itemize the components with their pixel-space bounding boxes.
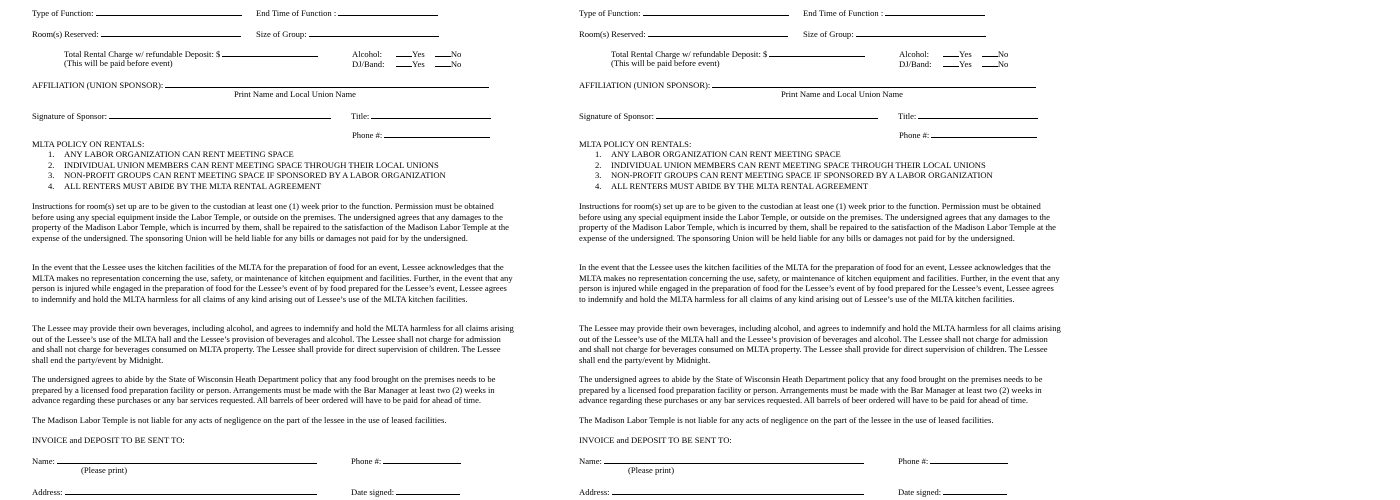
- sponsor-phone-field[interactable]: Phone #:: [899, 129, 1037, 141]
- kitchen-paragraph: In the event that the Lessee uses the kitchen facilities of the MLTA for the preparation of food for an event, Lessee acknowledges that the MLTA makes no representation concerning the use, safety, or maintenance of kitchen equipment and facilities. Further, in the event that any person is injured while engaged in the preparation of food for the Lessee’s event of by food prepared for the Lessee’s event, Lessee agrees to indemnify and hold the MLTA harmless for all claims of any kind arising out of Lessee’s use of the MLTA kitchen facilities.: [579, 262, 1060, 304]
- policy-list: [595, 149, 993, 191]
- invoice-phone-field[interactable]: Phone #:: [898, 455, 1008, 467]
- type-of-function-field[interactable]: Type of Function:: [32, 7, 242, 19]
- invoice-heading: INVOICE and DEPOSIT TO BE SENT TO:: [579, 435, 732, 445]
- policy-item: 2. INDIVIDUAL UNION MEMBERS CAN RENT MEETING SPACE THROUGH THEIR LOCAL UNIONS: [48, 159, 439, 170]
- policy-item: 2. INDIVIDUAL UNION MEMBERS CAN RENT MEETING SPACE THROUGH THEIR LOCAL UNIONS: [595, 159, 986, 170]
- sponsor-phone-field[interactable]: Phone #:: [352, 129, 490, 141]
- policy-item: 3. NON-PROFIT GROUPS CAN RENT MEETING SPACE IF SPONSORED BY A LABOR ORGANIZATION: [595, 170, 993, 181]
- invoice-address-field[interactable]: Address:: [579, 486, 864, 498]
- affiliation-field[interactable]: AFFILIATION (UNION SPONSOR):: [579, 79, 1036, 91]
- rooms-reserved-field[interactable]: Room(s) Reserved:: [579, 28, 788, 40]
- date-signed-field[interactable]: Date signed:: [898, 486, 1007, 498]
- policy-item: 4. ALL RENTERS MUST ABIDE BY THE MLTA RENTAL AGREEMENT: [48, 180, 322, 191]
- total-rental-field[interactable]: Total Rental Charge w/ refundable Deposit: $: [64, 48, 318, 60]
- title-field[interactable]: Title:: [351, 110, 491, 122]
- policy-item: 3. NON-PROFIT GROUPS CAN RENT MEETING SPACE IF SPONSORED BY A LABOR ORGANIZATION: [48, 170, 446, 181]
- print-name-caption: Print Name and Local Union Name: [234, 89, 356, 99]
- invoice-name-field[interactable]: Name:: [579, 455, 864, 467]
- size-of-group-field[interactable]: Size of Group:: [256, 28, 439, 40]
- invoice-heading: INVOICE and DEPOSIT TO BE SENT TO:: [32, 435, 185, 445]
- signature-sponsor-field[interactable]: Signature of Sponsor:: [579, 110, 878, 122]
- health-paragraph: The undersigned agrees to abide by the State of Wisconsin Heath Department policy that any food brought on the premises needs to be prepared by a licensed food preparation facility or person. Arrangements must be made with the Bar Manager at least two (2) weeks in advance regarding these purchases or any bar services requested. All barrels of beer ordered will have to be paid for ahead of time.: [579, 374, 1043, 406]
- policy-item: 1. ANY LABOR ORGANIZATION CAN RENT MEETING SPACE: [48, 149, 294, 159]
- paid-before-note: (This will be paid before event): [64, 58, 173, 68]
- policy-heading: MLTA POLICY ON RENTALS:: [579, 139, 692, 149]
- setup-paragraph: Instructions for room(s) set up are to be given to the custodian at least one (1) week prior to the function. Permission must be obtained before using any special equipment inside the Labor Temple, or outside on the premises. The undersigned agrees that any damages to the property of the Madison Labor Temple, which is incurred by them, shall be repaired to the satisfaction of the Madison Labor Temple at the expense of the undersigned. The sponsoring Union will be held liable for any bills or damages not paid for by the undersigned.: [579, 201, 1056, 243]
- end-time-field[interactable]: End Time of Function :: [803, 7, 985, 19]
- title-field[interactable]: Title:: [898, 110, 1038, 122]
- total-rental-field[interactable]: Total Rental Charge w/ refundable Deposit: $: [611, 48, 865, 60]
- form-copy-left: [32, 0, 532, 500]
- health-paragraph: The undersigned agrees to abide by the State of Wisconsin Heath Department policy that any food brought on the premises needs to be prepared by a licensed food preparation facility or person. Arrangements must be made with the Bar Manager at least two (2) weeks in advance regarding these purchases or any bar services requested. All barrels of beer ordered will have to be paid for ahead of time.: [32, 374, 496, 406]
- beverage-paragraph: The Lessee may provide their own beverages, including alcohol, and agrees to indemnify and hold the MLTA harmless for all claims arising out of the Lessee’s use of the MLTA hall and the Lessee’s provision of beverages and alcohol. The Lessee shall not charge for admission and shall not charge for beverages consumed on MLTA property. The Lessee shall provide for direct supervision of children. The Lessee shall end the party/event by Midnight.: [579, 323, 1061, 365]
- invoice-name-field[interactable]: Name:: [32, 455, 317, 467]
- kitchen-paragraph: In the event that the Lessee uses the kitchen facilities of the MLTA for the preparation of food for an event, Lessee acknowledges that the MLTA makes no representation concerning the use, safety, or maintenance of kitchen equipment and facilities. Further, in the event that any person is injured while engaged in the preparation of food for the Lessee’s event of by food prepared for the Lessee’s event, Lessee agrees to indemnify and hold the MLTA harmless for all claims of any kind arising out of Lessee’s use of the MLTA kitchen facilities.: [32, 262, 513, 304]
- affiliation-field[interactable]: AFFILIATION (UNION SPONSOR):: [32, 79, 489, 91]
- date-signed-field[interactable]: Date signed:: [351, 486, 460, 498]
- type-of-function-field[interactable]: Type of Function:: [579, 7, 789, 19]
- setup-paragraph: Instructions for room(s) set up are to be given to the custodian at least one (1) week prior to the function. Permission must be obtained before using any special equipment inside the Labor Temple, or outside on the premises. The undersigned agrees that any damages to the property of the Madison Labor Temple, which is incurred by them, shall be repaired to the satisfaction of the Madison Labor Temple at the expense of the undersigned. The sponsoring Union will be held liable for any bills or damages not paid for by the undersigned.: [32, 201, 509, 243]
- paid-before-note: (This will be paid before event): [611, 58, 720, 68]
- beverage-paragraph: The Lessee may provide their own beverages, including alcohol, and agrees to indemnify and hold the MLTA harmless for all claims arising out of the Lessee’s use of the MLTA hall and the Lessee’s provision of beverages and alcohol. The Lessee shall not charge for admission and shall not charge for beverages consumed on MLTA property. The Lessee shall provide for direct supervision of children. The Lessee shall end the party/event by Midnight.: [32, 323, 514, 365]
- end-time-field[interactable]: End Time of Function :: [256, 7, 438, 19]
- policy-heading: MLTA POLICY ON RENTALS:: [32, 139, 145, 149]
- please-print-note: (Please print): [628, 465, 675, 475]
- liability-paragraph: The Madison Labor Temple is not liable for any acts of negligence on the part of the lessee in the use of leased facilities.: [579, 415, 994, 425]
- alcohol-option[interactable]: Alcohol: Yes No: [352, 49, 462, 59]
- invoice-address-field[interactable]: Address:: [32, 486, 317, 498]
- alcohol-option[interactable]: Alcohol: Yes No: [899, 49, 1009, 59]
- rooms-reserved-field[interactable]: Room(s) Reserved:: [32, 28, 241, 40]
- dj-band-option[interactable]: DJ/Band: Yes No: [899, 59, 1009, 69]
- form-copy-right: [579, 0, 1079, 500]
- liability-paragraph: The Madison Labor Temple is not liable for any acts of negligence on the part of the lessee in the use of leased facilities.: [32, 415, 447, 425]
- signature-sponsor-field[interactable]: Signature of Sponsor:: [32, 110, 331, 122]
- policy-item: 4. ALL RENTERS MUST ABIDE BY THE MLTA RENTAL AGREEMENT: [595, 180, 869, 191]
- please-print-note: (Please print): [81, 465, 128, 475]
- invoice-phone-field[interactable]: Phone #:: [351, 455, 461, 467]
- dj-band-option[interactable]: DJ/Band: Yes No: [352, 59, 462, 69]
- policy-item: 1. ANY LABOR ORGANIZATION CAN RENT MEETING SPACE: [595, 149, 841, 159]
- policy-list: [48, 149, 446, 191]
- size-of-group-field[interactable]: Size of Group:: [803, 28, 986, 40]
- print-name-caption: Print Name and Local Union Name: [781, 89, 903, 99]
